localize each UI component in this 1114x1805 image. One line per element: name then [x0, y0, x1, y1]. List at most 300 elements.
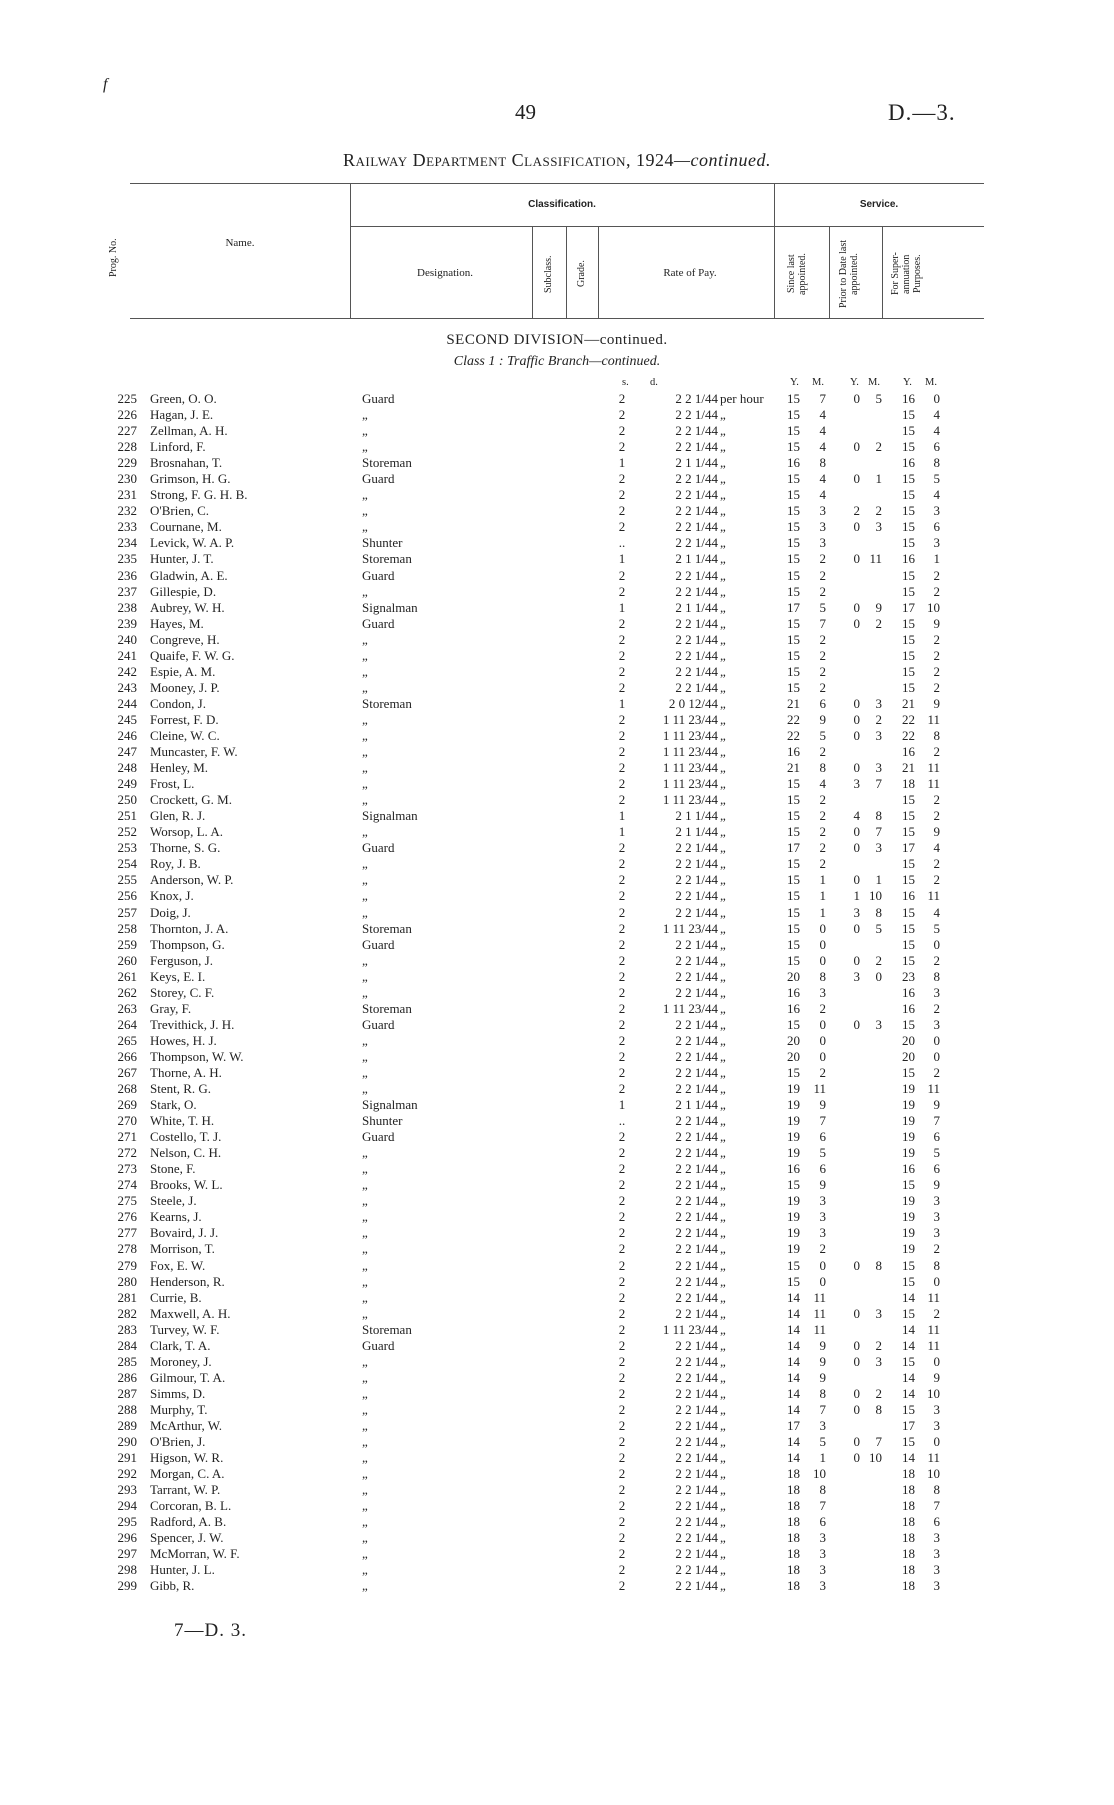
pay-unit-cell: „: [720, 1064, 726, 1080]
table-row: [0, 1001, 1114, 1017]
pay-unit-cell: „: [720, 1081, 726, 1097]
prog-no-cell: 256: [117, 888, 137, 904]
grade-cell: 2: [618, 1450, 626, 1466]
name-cell: Anderson, W. P.: [150, 872, 234, 888]
grade-cell: 2: [618, 1257, 626, 1273]
since-years-cell: 18: [787, 1546, 800, 1562]
name-cell: Doig, J.: [150, 904, 191, 920]
since-last-header: Since last appointed.: [786, 253, 808, 295]
super-years-cell: 15: [902, 663, 915, 679]
grade-cell: 2: [618, 1064, 626, 1080]
table-row: [0, 1402, 1114, 1418]
super-months-cell: 0: [933, 1273, 940, 1289]
since-years-cell: 15: [787, 936, 800, 952]
super-months-cell: 6: [933, 519, 940, 535]
since-months-cell: 11: [813, 1081, 826, 1097]
pay-unit-cell: „: [720, 824, 726, 840]
since-years-cell: 19: [787, 1097, 800, 1113]
name-cell: Muncaster, F. W.: [150, 744, 238, 760]
designation-cell: Storeman: [362, 920, 412, 936]
pay-unit-cell: „: [720, 1273, 726, 1289]
name-cell: Brosnahan, T.: [150, 455, 223, 471]
table-row: [0, 1386, 1114, 1402]
pay-unit-cell: „: [720, 1032, 726, 1048]
name-cell: Gilmour, T. A.: [150, 1369, 226, 1385]
pay-unit-cell: „: [720, 695, 726, 711]
designation-cell: „: [362, 1032, 368, 1048]
designation-cell: „: [362, 679, 368, 695]
prog-no-cell: 291: [117, 1450, 137, 1466]
prior-years-cell: 0: [853, 920, 860, 936]
name-cell: Espie, A. M.: [150, 663, 216, 679]
since-years-cell: 15: [787, 872, 800, 888]
service-header: Service.: [859, 199, 899, 210]
super-months-cell: 4: [933, 487, 940, 503]
grade-cell: 2: [618, 1032, 626, 1048]
grade-cell: 1: [618, 1097, 626, 1113]
since-months-cell: 5: [819, 727, 826, 743]
since-months-cell: 7: [819, 1498, 826, 1514]
grade-cell: 2: [618, 856, 626, 872]
grade-cell: 2: [618, 1498, 626, 1514]
since-years-cell: 14: [787, 1369, 800, 1385]
rate-of-pay-cell: 2 2 1/44: [675, 1016, 718, 1032]
super-months-cell: 9: [933, 824, 940, 840]
since-years-cell: 16: [787, 455, 800, 471]
rate-of-pay-cell: 2 2 1/44: [675, 519, 718, 535]
prior-months-cell: 3: [875, 840, 882, 856]
rate-of-pay-cell: 1 11 23/44: [662, 711, 718, 727]
rate-of-pay-cell: 2 2 1/44: [675, 1578, 718, 1594]
designation-cell: „: [362, 1145, 368, 1161]
since-years-cell: 17: [787, 599, 800, 615]
since-years-cell: 19: [787, 1081, 800, 1097]
rate-of-pay-cell: 2 2 1/44: [675, 1257, 718, 1273]
designation-cell: Guard: [362, 471, 395, 487]
super-years-cell: 21: [902, 760, 915, 776]
super-months-cell: 2: [933, 856, 940, 872]
name-cell: Gladwin, A. E.: [150, 567, 228, 583]
prog-no-cell: 268: [117, 1081, 137, 1097]
prog-no-cell: 279: [117, 1257, 137, 1273]
since-months-cell: 8: [819, 760, 826, 776]
pay-unit-cell: „: [720, 1177, 726, 1193]
prog-no-cell: 267: [117, 1064, 137, 1080]
name-cell: Thornton, J. A.: [150, 920, 229, 936]
since-months-cell: 3: [819, 535, 826, 551]
name-cell: Thorne, S. G.: [150, 840, 221, 856]
name-cell: O'Brien, J.: [150, 1434, 206, 1450]
table-row: [0, 487, 1114, 503]
super-months-cell: 2: [933, 1000, 940, 1016]
grade-cell: 2: [618, 471, 626, 487]
pay-unit-cell: „: [720, 1225, 726, 1241]
since-months-cell: 3: [819, 1418, 826, 1433]
prog-no-cell: 287: [117, 1385, 137, 1401]
grade-cell: 2: [618, 1337, 626, 1353]
super-years-cell: 15: [902, 631, 915, 647]
name-cell: McMorran, W. F.: [150, 1546, 240, 1562]
grade-cell: 1: [618, 824, 626, 840]
designation-cell: Signalman: [362, 1097, 418, 1113]
since-years-cell: 16: [787, 1000, 800, 1016]
super-months-cell: 3: [933, 1209, 940, 1225]
name-cell: Morgan, C. A.: [150, 1466, 225, 1482]
super-months-cell: 0: [933, 1434, 940, 1450]
rate-of-pay-cell: 2 2 1/44: [675, 1369, 718, 1385]
super-months-cell: 10: [927, 1385, 940, 1401]
designation-cell: „: [362, 1048, 368, 1064]
table-row: [0, 921, 1114, 937]
pay-unit-cell: „: [720, 439, 726, 455]
prog-no-cell: 249: [117, 776, 137, 792]
name-cell: Trevithick, J. H.: [150, 1016, 235, 1032]
super-years-cell: 15: [902, 503, 915, 519]
super-years-cell: 16: [902, 888, 915, 904]
designation-cell: „: [362, 824, 368, 840]
designation-cell: Guard: [362, 391, 395, 406]
prog-no-cell: 288: [117, 1401, 137, 1417]
table-row: [0, 600, 1114, 616]
pay-unit-cell: „: [720, 744, 726, 760]
table-row: [0, 664, 1114, 680]
pay-unit-cell: „: [720, 1450, 726, 1466]
since-years-cell: 14: [787, 1321, 800, 1337]
super-years-cell: 22: [902, 727, 915, 743]
pay-unit-cell: „: [720, 1562, 726, 1578]
super-months-cell: 2: [933, 663, 940, 679]
prog-no-cell: 227: [117, 423, 137, 439]
grade-cell: 2: [618, 776, 626, 792]
rate-of-pay-cell: 2 2 1/44: [675, 888, 718, 904]
rate-of-pay-cell: 2 2 1/44: [675, 1434, 718, 1450]
pay-unit-cell: „: [720, 1048, 726, 1064]
super-years-cell: 14: [902, 1385, 915, 1401]
prior-months-cell: 7: [875, 1434, 882, 1450]
rate-of-pay-cell: 2 2 1/44: [675, 1337, 718, 1353]
prior-years-cell: 0: [853, 1450, 860, 1466]
table-row: [0, 888, 1114, 904]
grade-cell: 2: [618, 1305, 626, 1321]
prior-months-cell: 10: [869, 1450, 882, 1466]
prior-months-cell: 3: [875, 727, 882, 743]
since-months-cell: 7: [819, 1113, 826, 1129]
pay-unit-cell: „: [720, 1546, 726, 1562]
name-cell: Stone, F.: [150, 1161, 196, 1177]
prog-no-cell: 270: [117, 1113, 137, 1129]
rate-of-pay-cell: 2 2 1/44: [675, 1273, 718, 1289]
super-months-cell: 6: [933, 1514, 940, 1530]
table-row: [0, 792, 1114, 808]
prog-no-cell: 237: [117, 583, 137, 599]
table-row: [0, 760, 1114, 776]
rate-of-pay-cell: 2 2 1/44: [675, 471, 718, 487]
pay-unit-cell: „: [720, 1145, 726, 1161]
pay-unit-cell: per hour: [720, 391, 764, 406]
since-months-cell: 2: [819, 1000, 826, 1016]
prog-no-cell: 274: [117, 1177, 137, 1193]
super-months-cell: 2: [933, 679, 940, 695]
designation-cell: „: [362, 856, 368, 872]
name-cell: Simms, D.: [150, 1385, 206, 1401]
name-cell: Howes, H. J.: [150, 1032, 217, 1048]
prior-months-cell: 2: [875, 503, 882, 519]
name-cell: Worsop, L. A.: [150, 824, 223, 840]
since-years-cell: 14: [787, 1305, 800, 1321]
table-row: [0, 1225, 1114, 1241]
name-cell: Condon, J.: [150, 695, 206, 711]
unit-shillings: s.: [622, 377, 629, 388]
since-months-cell: 2: [819, 1241, 826, 1257]
prog-no-cell: 230: [117, 471, 137, 487]
super-months-cell: 4: [933, 423, 940, 439]
since-years-cell: 14: [787, 1401, 800, 1417]
designation-cell: „: [362, 583, 368, 599]
since-months-cell: 2: [819, 840, 826, 856]
prog-no-cell: 265: [117, 1032, 137, 1048]
super-years-cell: 14: [902, 1369, 915, 1385]
name-cell: Linford, F.: [150, 439, 206, 455]
pay-unit-cell: „: [720, 1289, 726, 1305]
prog-no-cell: 231: [117, 487, 137, 503]
designation-cell: „: [362, 1225, 368, 1241]
since-years-cell: 15: [787, 1257, 800, 1273]
prog-no-cell: 247: [117, 744, 137, 760]
super-years-cell: 21: [902, 695, 915, 711]
since-months-cell: 5: [819, 1145, 826, 1161]
since-months-cell: 2: [819, 792, 826, 808]
prog-no-cell: 238: [117, 599, 137, 615]
grade-cell: 1: [618, 599, 626, 615]
grade-cell: 2: [618, 583, 626, 599]
since-months-cell: 7: [819, 615, 826, 631]
super-years-cell: 15: [902, 423, 915, 439]
grade-cell: 2: [618, 872, 626, 888]
designation-cell: „: [362, 1401, 368, 1417]
prior-years-cell: 0: [853, 824, 860, 840]
name-cell: Grimson, H. G.: [150, 471, 231, 487]
pay-unit-cell: „: [720, 535, 726, 551]
super-years-cell: 16: [902, 551, 915, 567]
section-subtitle: Class 1 : Traffic Branch—continued.: [453, 354, 661, 369]
prior-years-cell: 0: [853, 1257, 860, 1273]
pay-unit-cell: „: [720, 679, 726, 695]
grade-cell: 2: [618, 1193, 626, 1209]
rate-of-pay-cell: 2 2 1/44: [675, 1289, 718, 1305]
prog-no-cell: 275: [117, 1193, 137, 1209]
name-cell: White, T. H.: [150, 1113, 215, 1129]
since-months-cell: 2: [819, 551, 826, 567]
rate-of-pay-cell: 2 2 1/44: [675, 1081, 718, 1097]
rate-of-pay-cell: 2 2 1/44: [675, 1418, 718, 1433]
super-years-cell: 15: [902, 1257, 915, 1273]
super-years-cell: 14: [902, 1450, 915, 1466]
since-months-cell: 6: [819, 1161, 826, 1177]
name-cell: Thompson, G.: [150, 936, 225, 952]
name-cell: Strong, F. G. H. B.: [150, 487, 248, 503]
since-months-cell: 2: [819, 631, 826, 647]
rate-of-pay-cell: 2 2 1/44: [675, 407, 718, 423]
since-months-cell: 0: [819, 936, 826, 952]
document-reference: D.—3.: [888, 100, 956, 125]
name-cell: Stent, R. G.: [150, 1081, 212, 1097]
super-years-cell: 15: [902, 936, 915, 952]
super-months-cell: 0: [933, 1353, 940, 1369]
since-years-cell: 15: [787, 808, 800, 824]
prior-months-cell: 5: [875, 391, 882, 406]
rate-of-pay-cell: 2 2 1/44: [675, 1401, 718, 1417]
grade-cell: 1: [618, 695, 626, 711]
super-years-cell: 15: [902, 824, 915, 840]
pay-unit-cell: „: [720, 904, 726, 920]
prior-years-cell: 0: [853, 391, 860, 406]
pay-unit-cell: „: [720, 1514, 726, 1530]
table-row: [0, 1129, 1114, 1145]
super-months-cell: 0: [933, 391, 940, 406]
table-row: [0, 1161, 1114, 1177]
super-years-cell: 19: [902, 1225, 915, 1241]
subclass-header: Subclass.: [543, 255, 554, 293]
super-months-cell: 6: [933, 1129, 940, 1145]
since-years-cell: 14: [787, 1337, 800, 1353]
rate-of-pay-cell: 2 2 1/44: [675, 1385, 718, 1401]
rate-of-pay-cell: 2 1 1/44: [675, 551, 718, 567]
name-cell: Morrison, T.: [150, 1241, 215, 1257]
grade-cell: 2: [618, 1241, 626, 1257]
since-years-cell: 19: [787, 1193, 800, 1209]
super-months-cell: 11: [927, 1289, 940, 1305]
prog-no-cell: 276: [117, 1209, 137, 1225]
prog-no-cell: 278: [117, 1241, 137, 1257]
pay-unit-cell: „: [720, 1466, 726, 1482]
table-row: [0, 1033, 1114, 1049]
title-suffix: —continued.: [673, 150, 771, 170]
super-months-cell: 8: [933, 1257, 940, 1273]
rate-of-pay-cell: 2 2 1/44: [675, 503, 718, 519]
prog-no-cell: 286: [117, 1369, 137, 1385]
prior-years-cell: 0: [853, 1353, 860, 1369]
since-months-cell: 0: [819, 920, 826, 936]
prior-years-cell: 3: [853, 776, 860, 792]
super-months-cell: 9: [933, 615, 940, 631]
prior-years-cell: 0: [853, 519, 860, 535]
name-cell: Stark, O.: [150, 1097, 197, 1113]
prior-months-cell: 8: [875, 808, 882, 824]
prog-no-cell: 248: [117, 760, 137, 776]
table-row: [0, 1193, 1114, 1209]
rate-of-pay-cell: 2 2 1/44: [675, 1129, 718, 1145]
grade-cell: 2: [618, 1289, 626, 1305]
rate-of-pay-header: Rate of Pay.: [663, 267, 717, 279]
prog-no-cell: 264: [117, 1016, 137, 1032]
grade-cell: 2: [618, 1514, 626, 1530]
since-months-cell: 3: [819, 984, 826, 1000]
name-cell: Ferguson, J.: [150, 952, 213, 968]
super-months-cell: 11: [927, 1321, 940, 1337]
since-months-cell: 3: [819, 1530, 826, 1546]
prior-months-cell: 3: [875, 760, 882, 776]
super-months-cell: 9: [933, 1369, 940, 1385]
since-years-cell: 15: [787, 792, 800, 808]
super-months-cell: 11: [927, 1081, 940, 1097]
table-row: [0, 905, 1114, 921]
prior-years-cell: 2: [853, 503, 860, 519]
designation-cell: „: [362, 1514, 368, 1530]
table-row: [0, 1498, 1114, 1514]
since-years-cell: 15: [787, 631, 800, 647]
prog-no-cell: 292: [117, 1466, 137, 1482]
designation-cell: „: [362, 1578, 368, 1594]
prior-years-cell: 0: [853, 615, 860, 631]
table-row: [0, 1354, 1114, 1370]
rate-of-pay-cell: 1 11 23/44: [662, 760, 718, 776]
prog-no-cell: 254: [117, 856, 137, 872]
grade-cell: 2: [618, 744, 626, 760]
pay-unit-cell: „: [720, 888, 726, 904]
name-cell: Levick, W. A. P.: [150, 535, 235, 551]
since-months-cell: 8: [819, 455, 826, 471]
prog-no-cell: 232: [117, 503, 137, 519]
pay-unit-cell: „: [720, 487, 726, 503]
super-years-cell: 15: [902, 615, 915, 631]
since-years-cell: 15: [787, 567, 800, 583]
name-cell: Quaife, F. W. G.: [150, 647, 235, 663]
super-years-cell: 15: [902, 920, 915, 936]
super-years-cell: 15: [902, 583, 915, 599]
grade-cell: 2: [618, 1578, 626, 1594]
since-years-cell: 21: [787, 760, 800, 776]
table-row: [0, 1081, 1114, 1097]
super-months-cell: 11: [927, 1337, 940, 1353]
designation-cell: „: [362, 1434, 368, 1450]
since-years-cell: 15: [787, 1273, 800, 1289]
table-row: [0, 680, 1114, 696]
super-months-cell: 1: [933, 551, 940, 567]
prior-years-cell: 0: [853, 439, 860, 455]
since-years-cell: 14: [787, 1434, 800, 1450]
since-months-cell: 0: [819, 1048, 826, 1064]
pay-unit-cell: „: [720, 1482, 726, 1498]
table-row: [0, 1530, 1114, 1546]
rate-of-pay-cell: 2 1 1/44: [675, 455, 718, 471]
designation-cell: Signalman: [362, 808, 418, 824]
unit-months-super: M.: [925, 377, 937, 388]
super-years-cell: 20: [902, 1032, 915, 1048]
rate-of-pay-cell: 2 2 1/44: [675, 679, 718, 695]
designation-cell: „: [362, 1241, 368, 1257]
super-months-cell: 4: [933, 904, 940, 920]
since-months-cell: 1: [819, 1450, 826, 1466]
since-months-cell: 3: [819, 503, 826, 519]
super-months-cell: 2: [933, 1305, 940, 1321]
since-months-cell: 3: [819, 1546, 826, 1562]
designation-cell: „: [362, 1257, 368, 1273]
super-years-cell: 14: [902, 1289, 915, 1305]
prior-months-cell: 3: [875, 695, 882, 711]
since-years-cell: 18: [787, 1530, 800, 1546]
pay-unit-cell: „: [720, 1241, 726, 1257]
super-years-cell: 15: [902, 1434, 915, 1450]
name-cell: Mooney, J. P.: [150, 679, 220, 695]
super-years-cell: 15: [902, 904, 915, 920]
super-months-cell: 7: [933, 1498, 940, 1514]
name-cell: Roy, J. B.: [150, 856, 201, 872]
super-months-cell: 6: [933, 439, 940, 455]
grade-cell: 2: [618, 1530, 626, 1546]
prog-no-cell: 273: [117, 1161, 137, 1177]
super-months-cell: 3: [933, 1562, 940, 1578]
prior-years-cell: 0: [853, 760, 860, 776]
